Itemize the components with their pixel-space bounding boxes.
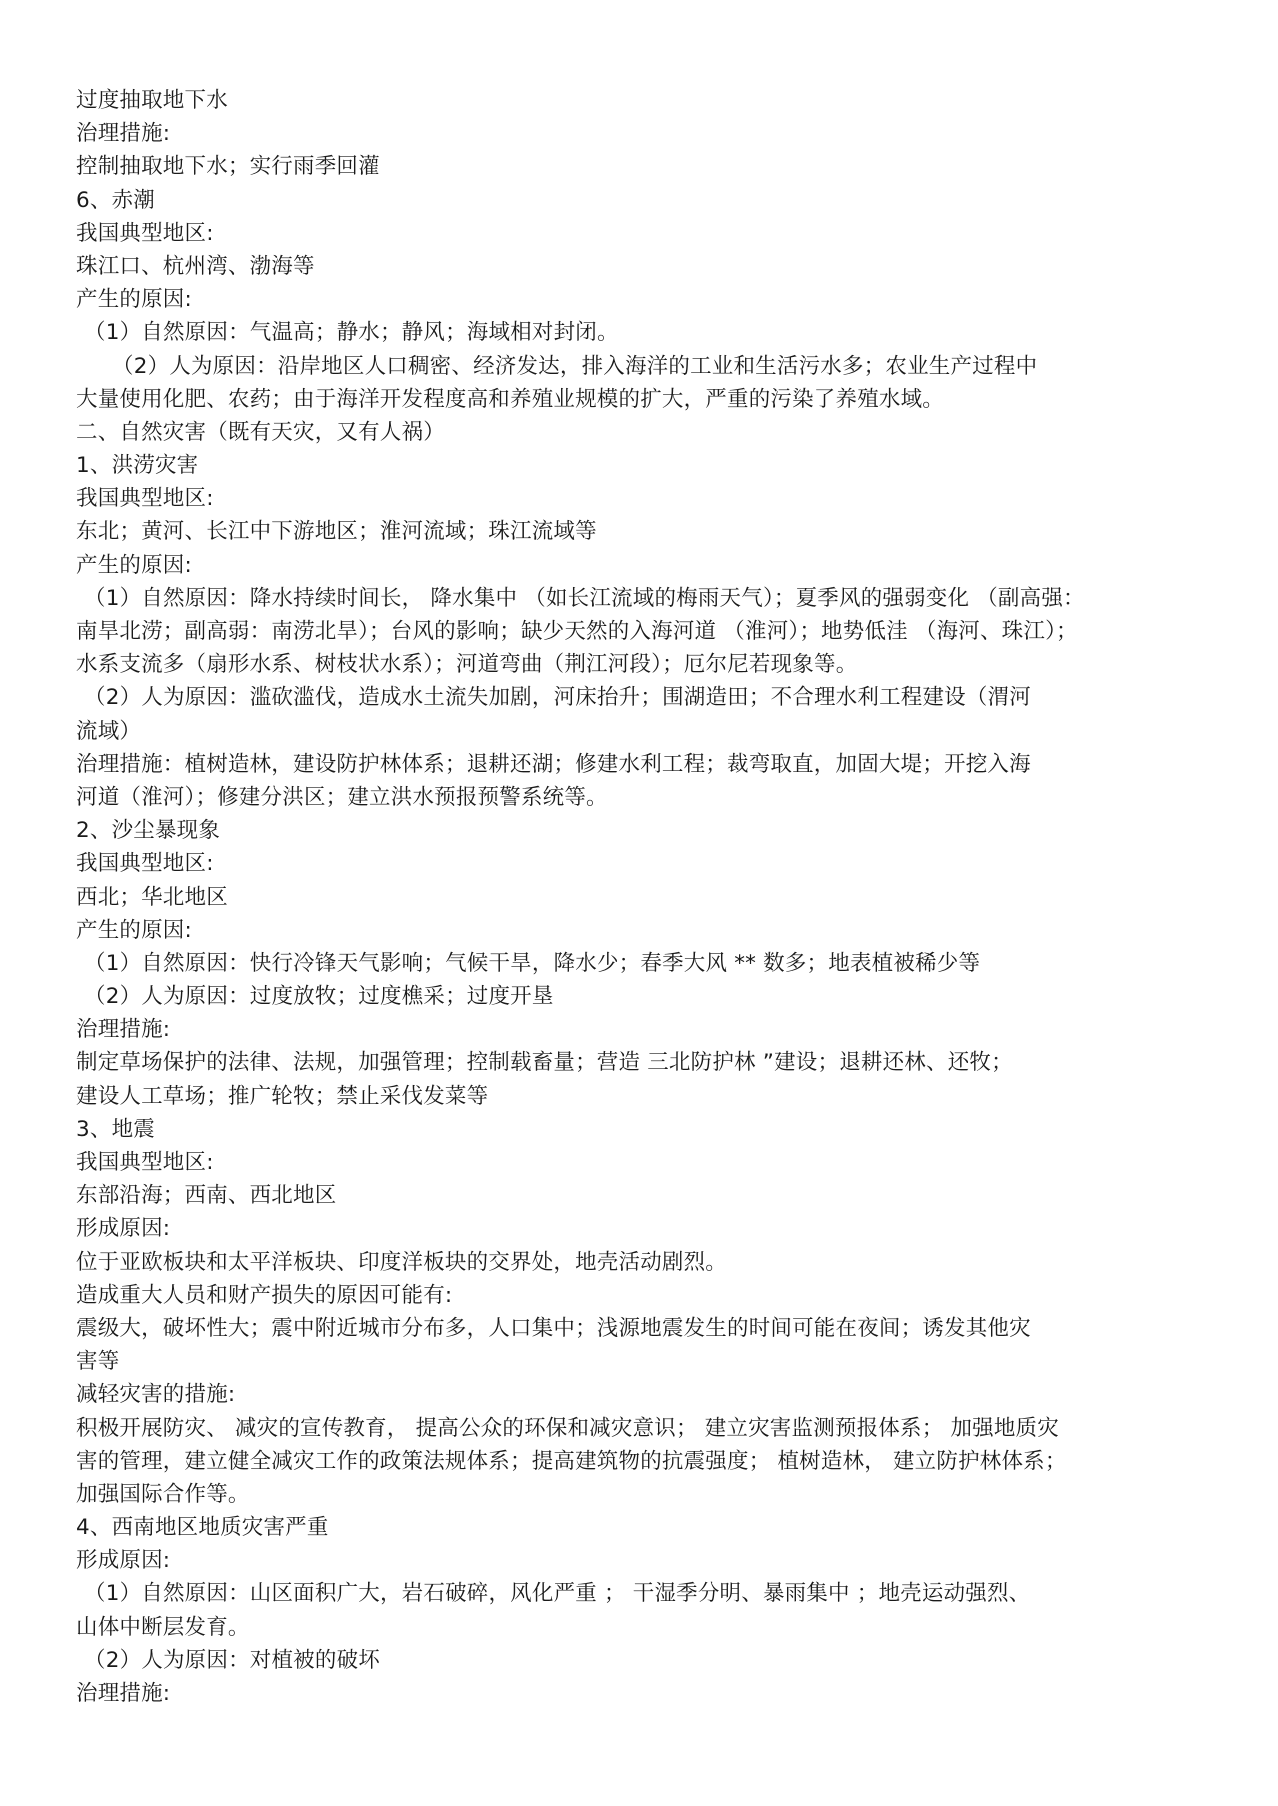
- text-line: 过度抽取地下水: [76, 88, 228, 113]
- text-line: （1）自然原因：山区面积广大，岩石破碎，风化严重 ； 干湿季分明、暴雨集中 ；地壳运动强烈、: [84, 1581, 1031, 1607]
- text-line: 积极开展防灾、 减灾的宣传教育， 提高公众的环保和减灾意识； 建立灾害监测预报体系； 加强地质灾: [76, 1415, 1059, 1441]
- text-line: 我国典型地区:: [76, 486, 214, 512]
- text-line: （1）自然原因：降水持续时间长， 降水集中 （如长江流域的梅雨天气）；夏季风的强弱变化 （副高强：: [84, 585, 1085, 611]
- text-line: 控制抽取地下水；实行雨季回灌: [76, 154, 380, 180]
- section-heading: 3、地震: [76, 1116, 155, 1142]
- text-line: 制定草场保护的法律、法规，加强管理；控制载畜量；营造 三北防护林 ”建设；退耕还林、还牧；: [76, 1050, 1013, 1076]
- text-line: 震级大，破坏性大；震中附近城市分布多，人口集中；浅源地震发生的时间可能在夜间；诱发其他灾: [76, 1315, 1031, 1341]
- text-line: 河道（淮河）；修建分洪区；建立洪水预报预警系统等。: [76, 784, 608, 810]
- text-line: 造成重大人员和财产损失的原因可能有:: [76, 1282, 453, 1308]
- text-line: 产生的原因:: [76, 552, 192, 578]
- section-heading: 6、赤潮: [76, 187, 155, 213]
- text-line: 我国典型地区:: [76, 851, 214, 877]
- section-heading: 1、洪涝灾害: [76, 453, 199, 479]
- text-line: 害等: [76, 1349, 120, 1375]
- text-line: 山体中断层发育。: [76, 1614, 250, 1640]
- section-heading: 4、西南地区地质灾害严重: [76, 1515, 329, 1541]
- text-line: 我国典型地区:: [76, 220, 214, 246]
- chapter-heading: 二、自然灾害（既有天灾，又有人祸）: [76, 419, 445, 445]
- text-line: （2）人为原因：过度放牧；过度樵采；过度开垦: [84, 984, 554, 1010]
- text-line: 治理措施:: [76, 121, 171, 147]
- text-line: 流域）: [76, 718, 142, 744]
- text-line: 产生的原因:: [76, 917, 192, 943]
- section-heading: 2、沙尘暴现象: [76, 818, 221, 844]
- text-line: 治理措施:: [76, 1017, 171, 1043]
- text-line: 位于亚欧板块和太平洋板块、印度洋板块的交界处，地壳活动剧烈。: [76, 1249, 728, 1275]
- text-line: 加强国际合作等。: [76, 1481, 250, 1507]
- text-line: （1）自然原因：气温高；静水；静风；海域相对封闭。: [84, 320, 619, 346]
- document-page: [76, 84, 1206, 1710]
- text-line: 产生的原因:: [76, 287, 192, 313]
- text-line: 水系支流多（扇形水系、树枝状水系）；河道弯曲（荆江河段）；厄尔尼若现象等。: [76, 652, 858, 678]
- text-line: （2）人为原因：对植被的破坏: [84, 1647, 380, 1673]
- text-line: （2）人为原因：沿岸地区人口稠密、经济发达，排入海洋的工业和生活污水多；农业生产过程中: [112, 353, 1038, 379]
- text-line: 害的管理，建立健全减灾工作的政策法规体系；提高建筑物的抗震强度； 植树造林， 建立防护林体系；: [76, 1448, 1067, 1474]
- text-line: （2）人为原因：滥砍滥伐，造成水土流失加剧，河床抬升；围湖造田；不合理水利工程建设（渭河: [84, 685, 1031, 711]
- text-line: 珠江口、杭州湾、渤海等: [76, 253, 315, 279]
- text-line: 形成原因:: [76, 1548, 171, 1574]
- text-line: 治理措施:: [76, 1681, 171, 1706]
- text-line: 治理措施：植树造林，建设防护林体系；退耕还湖；修建水利工程；裁弯取直，加固大堤；开挖入海: [76, 751, 1031, 777]
- text-line: 形成原因:: [76, 1216, 171, 1242]
- text-line: 建设人工草场；推广轮牧；禁止采伐发菜等: [76, 1083, 489, 1109]
- text-line: 大量使用化肥、农药；由于海洋开发程度高和养殖业规模的扩大，严重的污染了养殖水域。: [76, 386, 945, 412]
- text-line: 西北；华北地区: [76, 884, 228, 910]
- text-line: 南旱北涝；副高弱：南涝北旱）；台风的影响；缺少天然的入海河道 （淮河）；地势低洼 （海河、珠江）；: [76, 619, 1078, 644]
- text-line: 东部沿海；西南、西北地区: [76, 1183, 337, 1209]
- text-line: （1）自然原因：快行冷锋天气影响；气候干旱，降水少；春季大风 ** 数多；地表植被稀少等: [84, 950, 981, 976]
- text-line: 我国典型地区:: [76, 1150, 214, 1175]
- text-line: 东北；黄河、长江中下游地区；淮河流域；珠江流域等: [76, 519, 597, 545]
- text-line: 减轻灾害的措施:: [76, 1382, 236, 1408]
